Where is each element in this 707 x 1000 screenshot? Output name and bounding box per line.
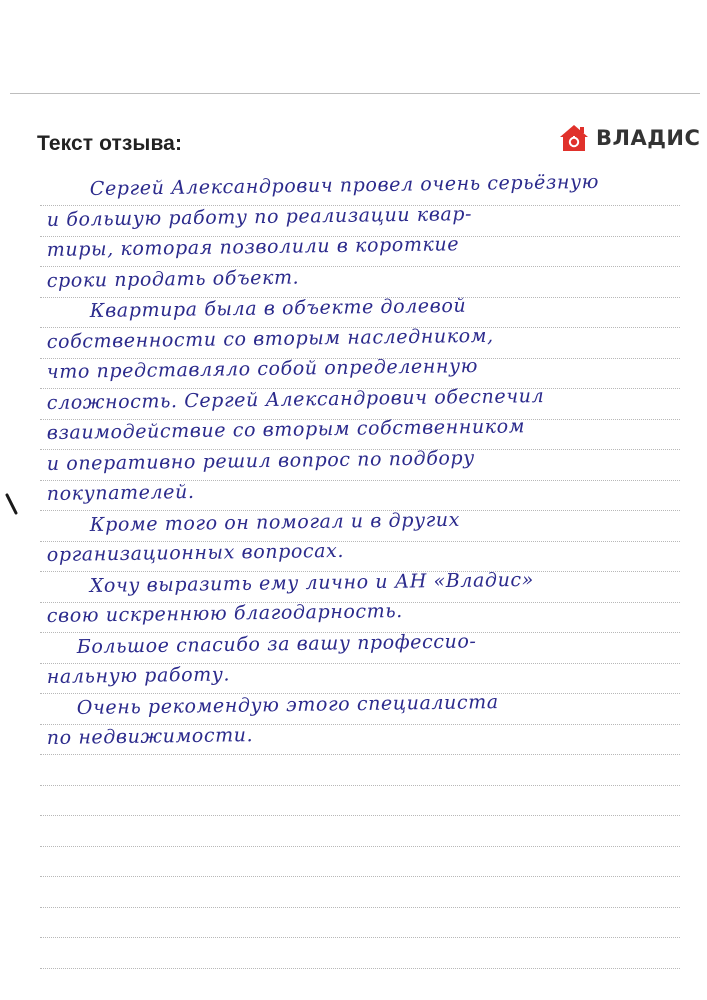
handwritten-line: Очень рекомендую этого специалиста xyxy=(76,691,499,719)
handwritten-line: по недвижимости. xyxy=(46,724,254,749)
handwritten-line: сроки продать объект. xyxy=(46,266,300,292)
handwritten-line: свою искреннюю благодарность. xyxy=(46,600,404,627)
review-heading: Текст отзыва: xyxy=(37,132,183,155)
handwritten-line: Квартира была в объекте долевой xyxy=(89,294,467,322)
handwritten-line: собственности со вторым наследником, xyxy=(46,324,494,353)
logo-text: ВЛАДИС xyxy=(596,126,701,150)
handwritten-line: Кроме того он помогал и в других xyxy=(89,508,461,536)
handwritten-line: и оперативно решил вопрос по подбору xyxy=(46,447,476,475)
handwritten-line: сложность. Сергей Александрович обеспечил xyxy=(46,385,545,414)
handwritten-line: организационных вопросах. xyxy=(46,539,345,566)
handwritten-line: нальную работу. xyxy=(46,663,231,688)
handwritten-line: покупателей. xyxy=(46,480,195,505)
handwritten-line: тиры, которая позволили в короткие xyxy=(46,233,460,261)
handwritten-line: взаимодействие со вторым собственником xyxy=(46,415,526,444)
handwritten-line: и большую работу по реализации квар- xyxy=(46,203,473,231)
handwritten-line: Большое спасибо за вашу профессио- xyxy=(76,630,477,658)
handwritten-line: что представляло собой определенную xyxy=(46,354,479,383)
margin-ink-mark xyxy=(5,493,19,515)
handwritten-line: Хочу выразить ему лично и АН «Владис» xyxy=(89,568,535,597)
handwritten-line: Сергей Александрович провел очень серьёзную xyxy=(89,170,600,200)
